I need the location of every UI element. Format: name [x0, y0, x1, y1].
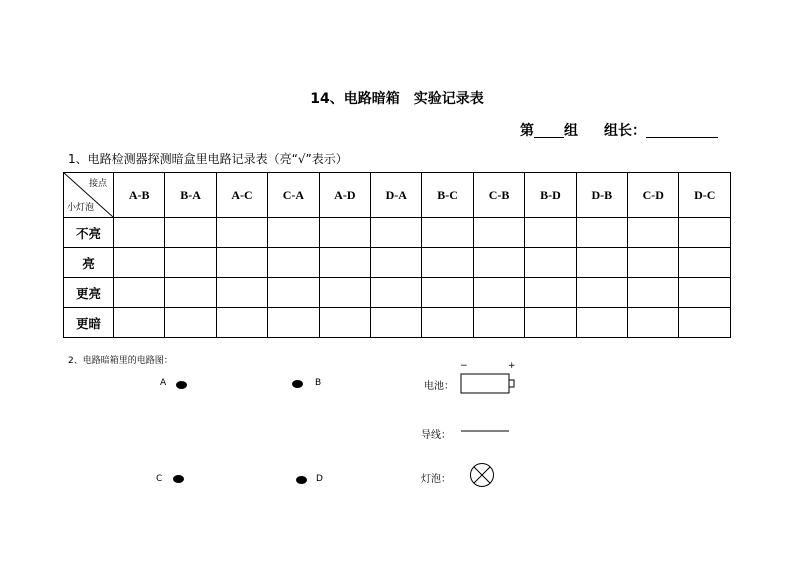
record-cell[interactable]	[628, 218, 679, 248]
wire-icon	[461, 428, 511, 434]
record-cell[interactable]	[165, 308, 216, 338]
terminal-d-dot	[296, 476, 307, 484]
record-cell[interactable]	[679, 308, 731, 338]
record-cell[interactable]	[216, 278, 267, 308]
group-suffix: 组	[564, 123, 578, 139]
record-cell[interactable]	[216, 308, 267, 338]
record-cell[interactable]	[679, 278, 731, 308]
record-cell[interactable]	[576, 278, 627, 308]
battery-label: 电池：	[424, 381, 454, 392]
record-cell[interactable]	[525, 308, 576, 338]
record-cell[interactable]	[114, 308, 165, 338]
wire-label: 导线：	[421, 430, 451, 441]
column-header: B-A	[165, 173, 216, 218]
point-label-b: B	[315, 378, 322, 388]
column-header: C-B	[473, 173, 524, 218]
terminal-c-dot	[173, 475, 184, 483]
record-cell[interactable]	[525, 278, 576, 308]
terminal-b-dot	[292, 380, 303, 388]
record-cell[interactable]	[371, 218, 422, 248]
record-cell[interactable]	[422, 218, 473, 248]
column-header: D-B	[576, 173, 627, 218]
record-cell[interactable]	[114, 278, 165, 308]
record-cell[interactable]	[371, 278, 422, 308]
record-cell[interactable]	[268, 248, 319, 278]
record-cell[interactable]	[319, 248, 370, 278]
row-label: 不亮	[64, 218, 114, 248]
record-cell[interactable]	[422, 278, 473, 308]
record-cell[interactable]	[216, 218, 267, 248]
record-cell[interactable]	[628, 278, 679, 308]
record-cell[interactable]	[473, 218, 524, 248]
row-label: 亮	[64, 248, 114, 278]
column-header: A-D	[319, 173, 370, 218]
record-cell[interactable]	[268, 308, 319, 338]
record-cell[interactable]	[576, 248, 627, 278]
column-header: D-C	[679, 173, 731, 218]
table-row	[64, 278, 731, 308]
corner-header-cell	[64, 173, 114, 218]
point-label-a: A	[160, 378, 167, 388]
record-cell[interactable]	[165, 218, 216, 248]
record-cell[interactable]	[525, 218, 576, 248]
record-cell[interactable]	[679, 248, 731, 278]
point-label-d: D	[316, 474, 323, 484]
section2-heading: 2、电路暗箱里的电路图：	[68, 356, 173, 366]
table-row	[64, 248, 731, 278]
record-cell[interactable]	[319, 218, 370, 248]
record-cell[interactable]	[628, 308, 679, 338]
record-cell[interactable]	[114, 218, 165, 248]
point-label-c: C	[156, 474, 163, 484]
group-number-blank[interactable]	[534, 123, 564, 138]
record-cell[interactable]	[473, 308, 524, 338]
bulb-label: 灯泡：	[421, 474, 451, 485]
column-header: D-A	[371, 173, 422, 218]
record-cell[interactable]	[525, 248, 576, 278]
page-title: 14、电路暗箱 实验记录表	[310, 91, 484, 107]
record-cell[interactable]	[319, 308, 370, 338]
group-info	[520, 120, 718, 140]
record-cell[interactable]	[628, 248, 679, 278]
record-cell[interactable]	[216, 248, 267, 278]
row-label: 更亮	[64, 278, 114, 308]
battery-minus: −	[460, 361, 468, 371]
record-cell[interactable]	[473, 248, 524, 278]
battery-icon	[460, 373, 518, 395]
record-cell[interactable]	[319, 278, 370, 308]
column-header: B-C	[422, 173, 473, 218]
record-cell[interactable]	[165, 248, 216, 278]
record-cell[interactable]	[576, 308, 627, 338]
column-header: A-C	[216, 173, 267, 218]
bulb-icon	[469, 462, 495, 488]
record-cell[interactable]	[576, 218, 627, 248]
section1-heading: 1、电路检测器探测暗盒里电路记录表（亮“√”表示）	[68, 152, 348, 166]
corner-top-label: 接点	[88, 179, 107, 189]
battery-plus: +	[508, 361, 516, 371]
column-header: C-D	[628, 173, 679, 218]
record-cell[interactable]	[268, 218, 319, 248]
record-cell[interactable]	[679, 218, 731, 248]
record-cell[interactable]	[165, 278, 216, 308]
record-cell[interactable]	[114, 248, 165, 278]
record-cell[interactable]	[371, 248, 422, 278]
record-cell[interactable]	[422, 248, 473, 278]
record-cell[interactable]	[268, 278, 319, 308]
leader-name-blank[interactable]	[646, 123, 718, 138]
record-table	[63, 172, 731, 338]
leader-label: 组长：	[604, 123, 646, 139]
corner-bottom-label: 小灯泡	[67, 203, 95, 213]
group-prefix: 第	[520, 123, 534, 139]
record-cell[interactable]	[422, 308, 473, 338]
record-cell[interactable]	[371, 308, 422, 338]
terminal-a-dot	[176, 381, 187, 389]
column-header: B-D	[525, 173, 576, 218]
table-row	[64, 308, 731, 338]
column-header: A-B	[114, 173, 165, 218]
table-row	[64, 218, 731, 248]
column-header: C-A	[268, 173, 319, 218]
record-cell[interactable]	[473, 278, 524, 308]
header-row	[64, 173, 731, 218]
row-label: 更暗	[64, 308, 114, 338]
